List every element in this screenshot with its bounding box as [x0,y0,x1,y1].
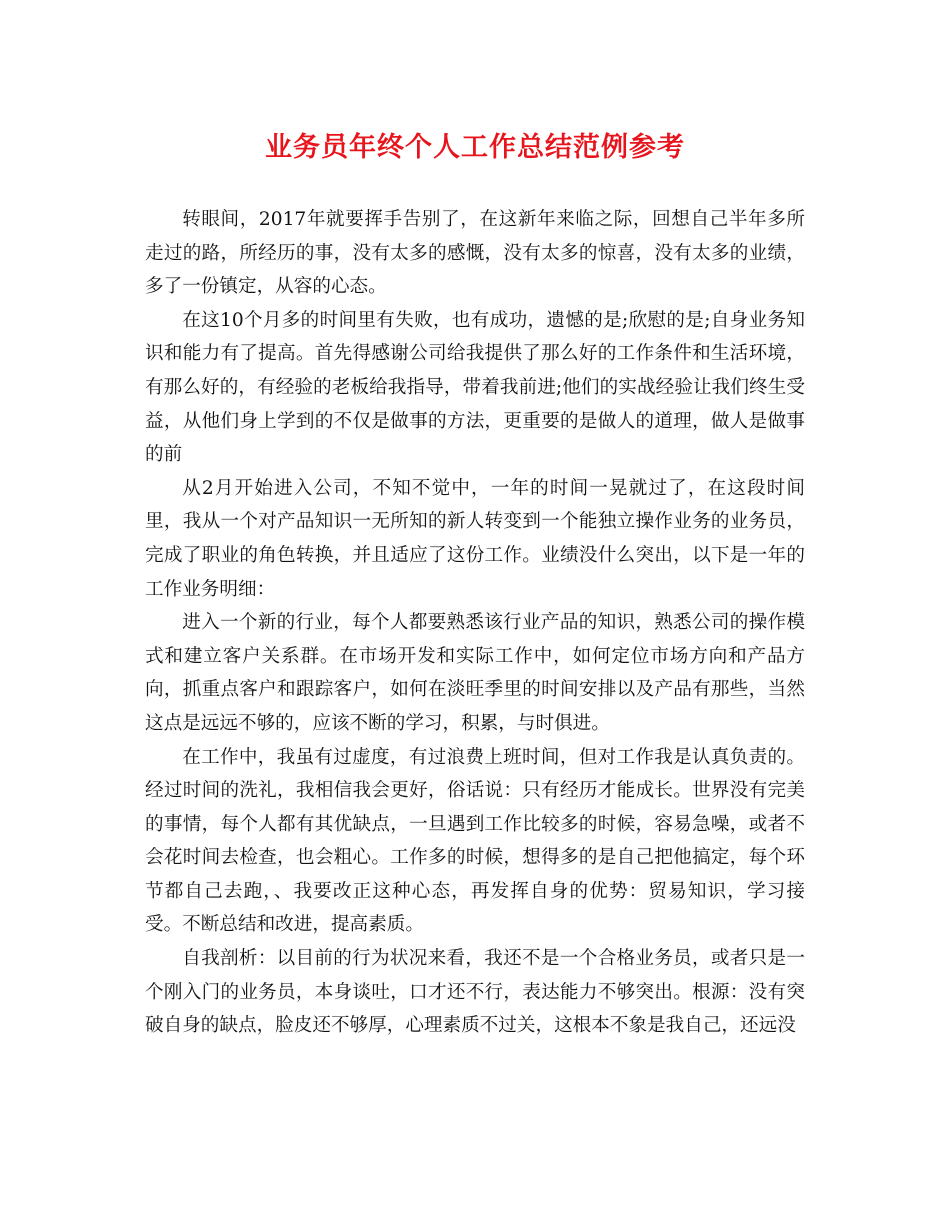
paragraph-4: 进入一个新的行业，每个人都要熟悉该行业产品的知识，熟悉公司的操作模式和建立客户关系群。在市场开发和实际工作中，如何定位市场方向和产品方向，抓重点客户和跟踪客户，如何在淡旺季里的时间安排以及产品有那些，当然这点是远远不够的，应该不断的学习，积累，与时俱进。 [145,612,805,734]
paragraph-2: 在这10个月多的时间里有失败，也有成功，遗憾的是;欣慰的是;自身业务知识和能力有了提高。首先得感谢公司给我提供了那么好的工作条件和生活环境，有那么好的，有经验的老板给我指导，带着我前进;他们的实战经验让我们终生受益，从他们身上学到的不仅是做事的方法，更重要的是做人的道理，做人是做事的前 [145,309,805,466]
paragraph-1: 转眼间，2017年就要挥手告别了，在这新年来临之际，回想自己半年多所走过的路，所经历的事，没有太多的感慨，没有太多的惊喜，没有太多的业绩，多了一份镇定，从容的心态。 [145,209,805,298]
paragraph-3: 从2月开始进入公司，不知不觉中，一年的时间一晃就过了，在这段时间里，我从一个对产品知识一无所知的新人转变到一个能独立操作业务的业务员，完成了职业的角色转换，并且适应了这份工作。业绩没什么突出，以下是一年的工作业务明细： [145,477,805,600]
document-body [145,203,805,1043]
paragraph-5: 在工作中，我虽有过虚度，有过浪费上班时间，但对工作我是认真负责的。经过时间的洗礼，我相信我会更好，俗话说：只有经历才能成长。世界没有完美的事情，每个人都有其优缺点，一旦遇到工作比较多的时候，容易急噪，或者不会花时间去检查，也会粗心。工作多的时候，想得多的是自己把他搞定，每个环节都自己去跑，、我要改正这种心态，再发挥自身的优势：贸易知识，学习接受。不断总结和改进，提高素质。 [145,746,805,936]
document-title: 业务员年终个人工作总结范例参考 [265,132,685,163]
paragraph-6: 自我剖析：以目前的行为状况来看，我还不是一个合格业务员，或者只是一个刚入门的业务员，本身谈吐，口才还不行，表达能力不够突出。根源：没有突破自身的缺点，脸皮还不够厚，心理素质不过关，这根本不象是我自己，还远没 [145,948,805,1037]
